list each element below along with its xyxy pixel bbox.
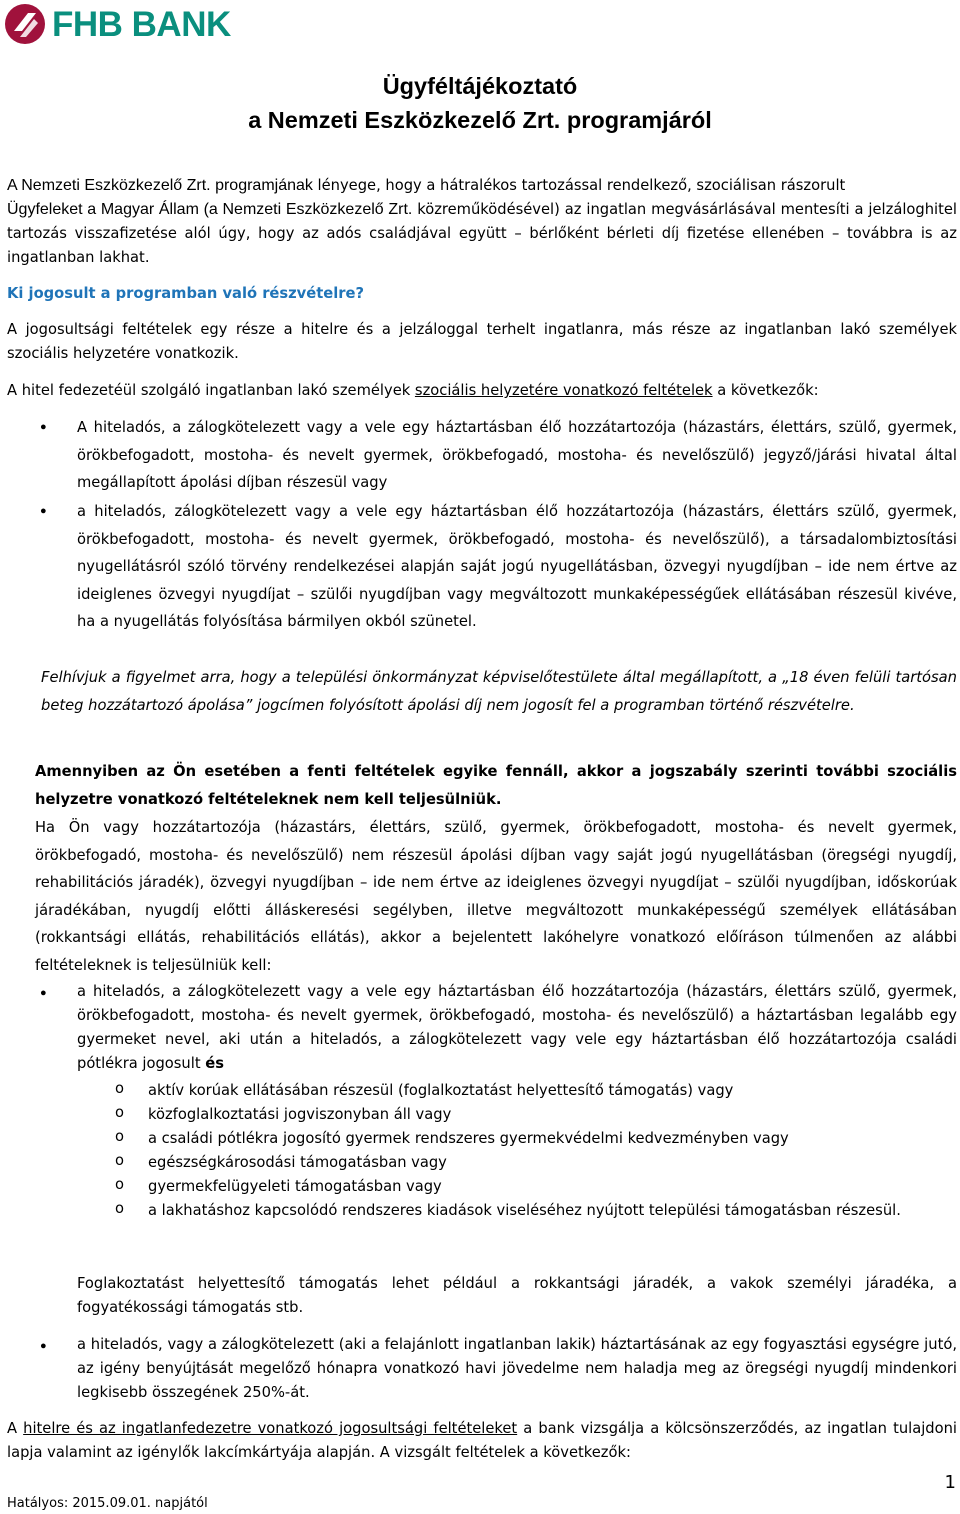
loan-para-before: A (7, 1420, 24, 1437)
page-title: Ügyféltájékoztató (382, 73, 578, 99)
sub-bullet-icon: o (115, 1200, 124, 1217)
bullet-icon: ● (40, 1340, 47, 1352)
social-bullet-2: a hiteladós, zálogkötelezett vagy a vele egy háztartásban élő hozzátartozója (házastárs, élettárs szülő, gyermek, örökbefogadott, mostoha- és nevelt gyermek, örökbefogadó, mostoha- és nevelőszülő), a társadalombiztosítási nyugellátásról szóló törvény rendelkezései alapján saját jogú nyugellátásban, özvegyi nyugdíjban – ide nem értve az ideiglenes özvegyi nyugdíjat – szülői nyugdíjban vagy megváltozott munkaképességűek ellátásában részesül kivéve, ha a nyugellátás folyósítása bármilyen okból szünetel. (77, 503, 957, 630)
social-conditions-link-text: szociális helyzetére vonatkozó feltételek (414, 382, 713, 399)
intro-rest-1: lényege, hogy a hátralékos tartozással rendelkező, szociálisan rászorult (312, 177, 846, 194)
sub-bullet-icon: o (115, 1080, 124, 1097)
sub-item-5: gyermekfelügyeleti támogatásban vagy (148, 1178, 442, 1195)
bank-logo (4, 2, 231, 46)
sub-item-2: közfoglalkoztatási jogviszonyban áll vagy (148, 1106, 452, 1123)
loan-conditions-underlined: hitelre és az ingatlanfedezetre vonatkozó jogosultsági feltételeket (23, 1420, 518, 1437)
replacement-paragraph: Foglakoztatást helyettesítő támogatás lehet például a rokkantsági járadék, a vakok személyi járadéka, a fogyatékossági támogatás stb. (77, 1275, 957, 1316)
social-intro-after: a következők: (712, 382, 819, 399)
eligibility-heading: Ki jogosult a programban való részvételre? (7, 285, 364, 302)
sub-item-3: a családi pótlékra jogosító gyermek rendszeres gyermekvédelmi kedvezményben vagy (148, 1130, 789, 1147)
sub-bullet-icon: o (115, 1104, 124, 1121)
intro-lead: A Nemzeti Eszközkezelő Zrt. programjának (7, 177, 313, 194)
sub-item-6: a lakhatáshoz kapcsolódó rendszeres kiadások viseléséhez nyújtott települési támogatásban részesül. (148, 1202, 901, 1219)
intro-paragraph (7, 174, 957, 270)
conditions-paragraph: Ha Ön vagy hozzátartozója (házastárs, élettárs, szülő, gyermek, örökbefogadott, mostoha- és nevelt gyermek, örökbefogadó, mostoha- és nevelőszülő) nem részesül ápolási díjban vagy saját jogú nyugellátásban (öregségi nyugdíj, rehabilitációs járadék), özvegyi nyugdíjban – ide nem értve az ideiglenes özvegyi nyugdíjat – szülői nyugdíjban, időskorúak járadékában, nyugdíj előtti álláskeresési segélyben, illetve megváltozott munkaképességű személyek ellátásában (rokkantsági ellátás, rehabilitációs ellátás), akkor a bejelentett lakóhelyre vonatkozó előíráson túlmenően az alábbi feltételeknek is teljesülniük kell: (35, 819, 957, 974)
intro-rest-2: közreműködésével) az ingatlan megvásárlásával mentesíti a jelzáloghitel tartozás visszafizetése alól úgy, hogy az adós családjával együtt – bérlőként bérleti díj fizetése ellenében – továbbra is az ingatlanban lakhat. (7, 201, 957, 266)
sub-bullet-icon: o (115, 1128, 124, 1145)
intro-line2-arial: Ügyfeleket a Magyar Állam (a Nemzeti Eszközkezelő Zrt. (7, 201, 413, 218)
bullet-icon: ● (40, 987, 47, 999)
social-intro-before: A hitel fedezetéül szolgáló ingatlanban lakó személyek (7, 382, 415, 399)
effective-date-footer: Hatályos: 2015.09.01. napjától (7, 1496, 208, 1511)
page-subtitle: a Nemzeti Eszközkezelő Zrt. programjáról (248, 107, 712, 133)
family-bullet (77, 980, 957, 1076)
notice-paragraph: Felhívjuk a figyelmet arra, hogy a települési önkormányzat képviselőtestülete által megállapított, a „18 éven felüli tartósan beteg hozzátartozó ápolása” jogcímen folyósított ápolási díj nem jogosít fel a programban történő részvételre. (41, 669, 957, 714)
eligibility-paragraph: A jogosultsági feltételek egy része a hitelre és a jelzáloggal terhelt ingatlanra, más része az ingatlanban lakó személyek szociális helyzetére vonatkozik. (7, 321, 957, 362)
family-bullet-and: és (205, 1055, 224, 1072)
loan-para-after: a bank vizsgálja a kölcsönszerződés, az ingatlan tulajdoni lapja valamint az igénylők lakcímkártyája alapján. A vizsgált feltételek a következők: (7, 1420, 957, 1461)
loan-conditions-paragraph (7, 1417, 957, 1465)
fhb-logo-mark-icon (4, 3, 46, 45)
family-bullet-text: a hiteladós, a zálogkötelezett vagy a vele egy háztartásban élő hozzátartozója (házastárs, élettárs szülő, gyermek, örökbefogadott, mostoha- és nevelt gyermek, örökbefogadó, mostoha- és nevelőszülő) a háztartásban legalább egy gyermeket nevel, aki után a hiteladós, a zálogkötelezett vagy vele egy háztartásban élő hozzátartozója családi pótlékra jogosult (77, 983, 957, 1072)
sub-bullet-icon: o (115, 1176, 124, 1193)
sub-item-1: aktív korúak ellátásában részesül (foglalkoztatást helyettesítő támogatás) vagy (148, 1082, 734, 1099)
logo-text: FHB BANK (52, 4, 231, 44)
sub-bullet-icon: o (115, 1152, 124, 1169)
bullet-icon: ● (40, 505, 47, 517)
social-intro-paragraph (7, 379, 957, 403)
bold-notice-paragraph: Amennyiben az Ön esetében a fenti feltételek egyike fennáll, akkor a jogszabály szerinti további szociális helyzetre vonatkozó feltételeknek nem kell teljesülniük. (35, 763, 957, 808)
social-bullet-1: A hiteladós, a zálogkötelezett vagy a vele egy háztartásban élő hozzátartozója (házastárs, élettárs, szülő, gyermek, örökbefogadott, mostoha- és nevelt gyermek, örökbefogadó, mostoha- és nevelőszülő) jegyző/járási hivatal által megállapított ápolási díjban részesül vagy (77, 419, 957, 491)
income-bullet: a hiteladós, vagy a zálogkötelezett (aki a felajánlott ingatlanban lakik) háztartásának az egy fogyasztási egységre jutó, az igény benyújtását megelőző hónapra vonatkozó havi jövedelme nem haladja meg az öregségi nyugdíj mindenkori legkisebb összegének 250%-át. (77, 1336, 957, 1401)
page-number: 1 (944, 1472, 956, 1493)
sub-item-4: egészségkárosodási támogatásban vagy (148, 1154, 447, 1171)
bullet-icon: ● (40, 421, 47, 433)
